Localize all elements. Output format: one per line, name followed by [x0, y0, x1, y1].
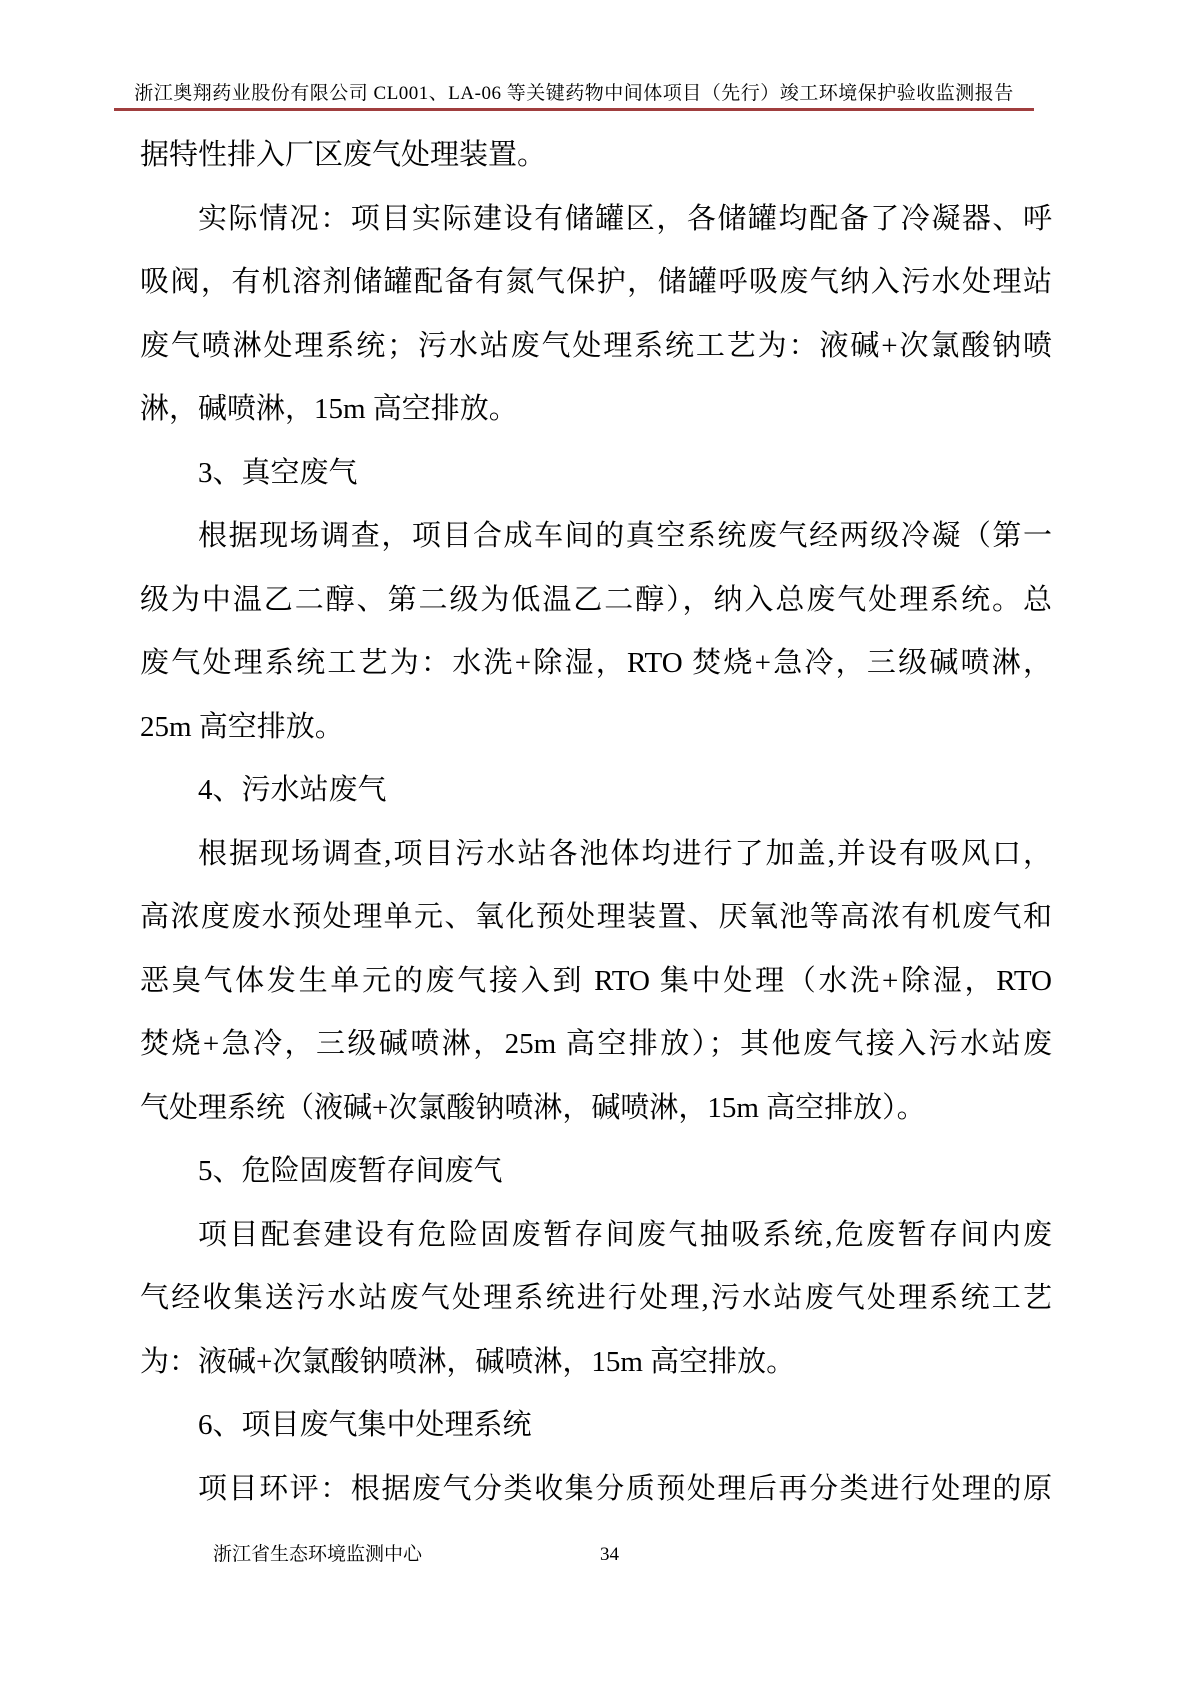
header-title: 浙江奥翔药业股份有限公司 CL001、LA-06 等关键药物中间体项目（先行）竣工环境保护验收监测报告: [134, 83, 1014, 104]
body-line: 级为中温乙二醇、第二级为低温乙二醇），纳入总废气处理系统。总: [140, 583, 1052, 616]
body-line: 吸阀，有机溶剂储罐配备有氮气保护，储罐呼吸废气纳入污水处理站: [140, 266, 1052, 298]
body-line: 6、项目废气集中处理系统: [198, 1409, 532, 1441]
body-line: 根据现场调查，项目合成车间的真空系统废气经两级冷凝（第一: [198, 520, 1052, 552]
body-line: 焚烧+急冷，三级碱喷淋，25m 高空排放）；其他废气接入污水站废: [140, 1028, 1052, 1060]
body-line: 根据现场调查,项目污水站各池体均进行了加盖,并设有吸风口，: [198, 837, 1052, 870]
body-line: 项目配套建设有危险固废暂存间废气抽吸系统,危废暂存间内废: [198, 1218, 1052, 1251]
body-line: 气经收集送污水站废气处理系统进行处理,污水站废气处理系统工艺: [140, 1282, 1052, 1314]
body-line: 实际情况：项目实际建设有储罐区，各储罐均配备了冷凝器、呼: [198, 202, 1052, 235]
header-rule: [114, 108, 1034, 111]
body-line: 4、污水站废气: [198, 774, 387, 806]
body-line: 3、真空废气: [198, 456, 358, 489]
body-line: 高浓度废水预处理单元、氧化预处理装置、厌氧池等高浓有机废气和: [140, 901, 1052, 933]
body-line: 废气喷淋处理系统；污水站废气处理系统工艺为：液碱+次氯酸钠喷: [140, 329, 1052, 362]
body-line: 气处理系统（液碱+次氯酸钠喷淋，碱喷淋，15m 高空排放）。: [140, 1091, 926, 1124]
body-line: 25m 高空排放。: [140, 710, 344, 743]
body-line: 项目环评：根据废气分类收集分质预处理后再分类进行处理的原: [198, 1472, 1052, 1505]
body-line: 废气处理系统工艺为：水洗+除湿，RTO 焚烧+急冷，三级碱喷淋，: [140, 647, 1052, 679]
page-number: 34: [600, 1544, 619, 1565]
body-line: 为：液碱+次氯酸钠喷淋，碱喷淋，15m 高空排放。: [140, 1345, 796, 1378]
footer-organization: 浙江省生态环境监测中心: [213, 1544, 423, 1565]
body-line: 据特性排入厂区废气处理装置。: [140, 139, 547, 171]
body-line: 5、危险固废暂存间废气: [198, 1155, 503, 1187]
body-line: 淋，碱喷淋，15m 高空排放。: [140, 393, 518, 425]
document-body: [140, 124, 1052, 1521]
body-line: 恶臭气体发生单元的废气接入到 RTO 集中处理（水洗+除湿，RTO: [140, 964, 1052, 997]
